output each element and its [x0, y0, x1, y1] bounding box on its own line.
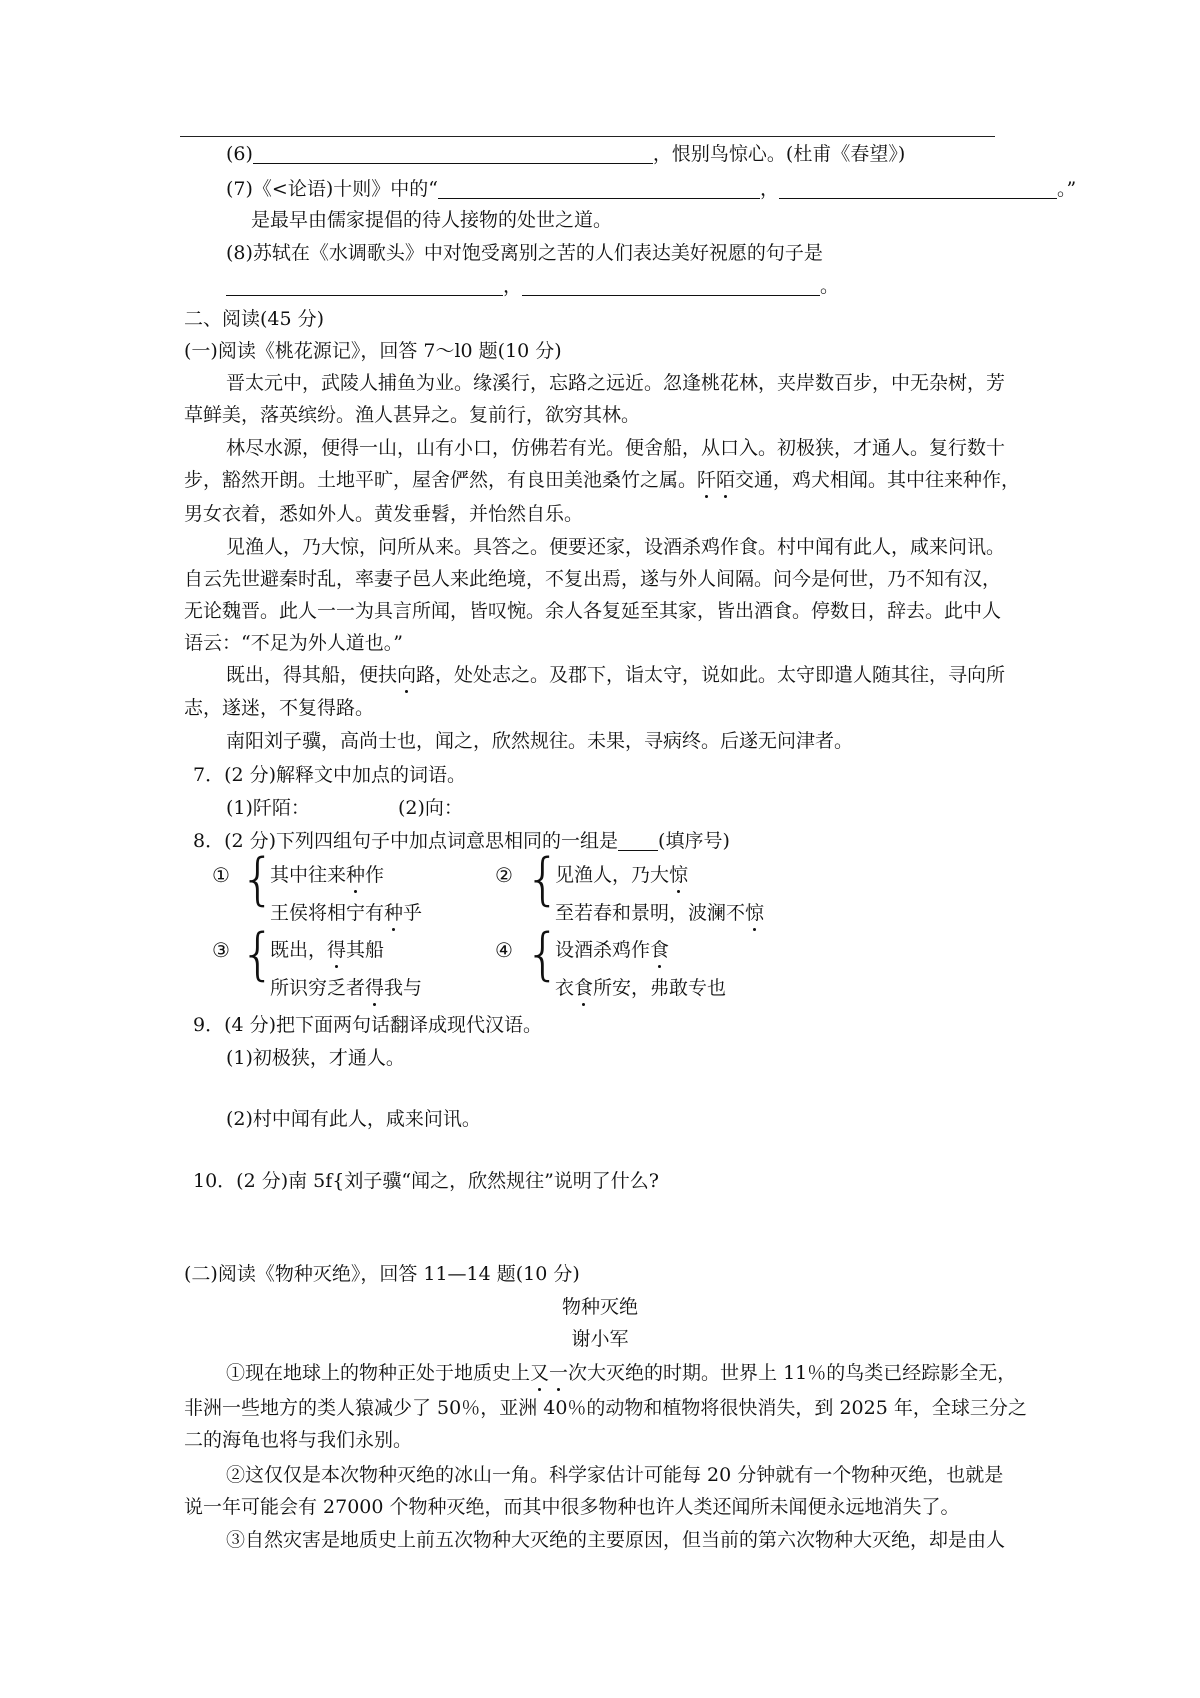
- option-text: 其船: [346, 939, 385, 961]
- question-9: 9．(4 分)把下面两句话翻译成现代汉语。: [193, 1014, 543, 1036]
- answer-blank[interactable]: [618, 830, 658, 851]
- option-text: 作: [365, 864, 385, 886]
- brace-icon: {: [240, 847, 276, 912]
- question-8-text: 8．(2 分)下列四组句子中加点词意思相同的一组是: [193, 830, 619, 852]
- question-10: 10．(2 分)南 5f{刘子骥“闻之，欣然规往”说明了什么?: [193, 1170, 659, 1192]
- passage-line: 晋太元中，武陵人捕鱼为业。缘溪行，忘路之远近。忽逢桃花林，夹岸数百步，中无杂树，芳: [226, 372, 1006, 394]
- part1-heading: (一)阅读《桃花源记》，回答 7～l0 题(10 分): [184, 340, 562, 362]
- dotted-word: 种: [384, 902, 404, 924]
- part2-heading: (二)阅读《物种灭绝》，回答 11—14 题(10 分): [184, 1263, 580, 1285]
- dotted-word: 又: [530, 1362, 550, 1384]
- option-line: [270, 862, 384, 888]
- question-9-part2: (2)村中闻有此人，咸来问讯。: [226, 1108, 481, 1130]
- question-8-tail: (填序号): [658, 830, 730, 852]
- option-text: 所安，弗敢专也: [593, 977, 727, 999]
- brace-icon: {: [525, 847, 561, 912]
- option-text: 既出，: [270, 939, 328, 961]
- option-line: [555, 975, 726, 1001]
- question-7-part1: (1)阡陌：: [226, 797, 310, 819]
- passage-text: 次大灭绝的时期。世界上 11％的鸟类已经踪影全无，: [568, 1362, 1017, 1384]
- option-text: 见渔人，乃大: [555, 864, 670, 886]
- passage-line: 说一年可能会有 27000 个物种灭绝，而其中很多物种也许人类还闻所未闻便永远地消失了。: [184, 1496, 960, 1518]
- passage-line: 草鲜美，落英缤纷。渔人甚异之。复前行，欲穷其林。: [184, 404, 641, 426]
- option-line: [270, 975, 422, 1001]
- passage-line: 男女衣着，悉如外人。黄发垂髫，并怡然自乐。: [184, 503, 584, 525]
- passage-text: ①现在地球上的物种正处于地质史上: [226, 1362, 531, 1384]
- option-line: [555, 900, 764, 926]
- passage-line: [184, 467, 1020, 493]
- passage-text: 交通，鸡犬相闻。其中往来种作，: [735, 469, 1021, 491]
- passage-line: 林尽水源，便得一山，山有小口，仿佛若有光。便舍船，从口入。初极狭，才通人。复行数十: [226, 437, 1006, 459]
- question-7: 7．(2 分)解释文中加点的词语。: [193, 764, 467, 786]
- passage-line: ③自然灾害是地质史上前五次物种大灭绝的主要原因，但当前的第六次物种大灭绝，却是由人: [226, 1529, 1006, 1551]
- option-number: ②: [495, 863, 513, 887]
- answer-blank[interactable]: [253, 143, 653, 164]
- option-text: 其中往来: [270, 864, 347, 886]
- answer-blank[interactable]: [438, 178, 760, 199]
- passage-line: 志，遂迷，不复得路。: [184, 697, 375, 719]
- brace-icon: {: [240, 922, 276, 987]
- article-title: 物种灭绝: [561, 1296, 638, 1318]
- fill-q7-mid: ，: [759, 178, 779, 200]
- passage-line: 无论魏晋。此人一一为具言所闻，皆叹惋。余人各复延至其家，皆出酒食。停数日，辞去。此中人: [184, 600, 1002, 622]
- fill-q8-answer: [226, 273, 839, 299]
- passage-line: 南阳刘子骥，高尚士也，闻之，欣然规往。未果，寻病终。后遂无问津者。: [226, 730, 854, 752]
- dotted-word: 阡: [697, 469, 717, 491]
- passage-line: 语云：“不足为外人道也。”: [184, 632, 403, 654]
- option-line: [555, 937, 669, 963]
- option-number: ①: [212, 863, 230, 887]
- fill-q8-mid: ，: [503, 275, 523, 297]
- dotted-word: 得: [327, 939, 347, 961]
- article-author: 谢小军: [571, 1328, 629, 1350]
- option-number: ④: [495, 938, 513, 962]
- option-line: [555, 862, 688, 888]
- fill-q7-end: 。”: [1056, 178, 1077, 200]
- option-text: 王侯将相宁有: [270, 902, 385, 924]
- passage-text: 路，处处志之。及郡下，诣太守，说如此。太守即遣人随其往，寻向所: [416, 664, 1006, 686]
- brace-icon: {: [525, 922, 561, 987]
- dotted-word: 得: [365, 977, 385, 999]
- dotted-word: 食: [574, 977, 594, 999]
- option-number: ③: [212, 938, 230, 962]
- fill-q7-prefix: (7)《<论语)十则》中的“: [226, 178, 438, 200]
- fill-q7: [226, 176, 1076, 202]
- passage-line: 自云先世避秦时乱，率妻子邑人来此绝境，不复出焉，遂与外人间隔。问今是何世，乃不知有汉，: [184, 568, 1002, 590]
- fill-q8-end: 。: [820, 275, 840, 297]
- answer-blank[interactable]: [779, 178, 1057, 199]
- option-text: 我与: [384, 977, 423, 999]
- option-text: 至若春和景明，波澜不: [555, 902, 746, 924]
- option-text: 设酒杀鸡作: [555, 939, 651, 961]
- dotted-word: 种: [346, 864, 366, 886]
- fill-q7-line2: 是最早由儒家提倡的待人接物的处世之道。: [251, 209, 613, 231]
- passage-line: 见渔人，乃大惊，问所从来。具答之。便要还家，设酒杀鸡作食。村中闻有此人，咸来问讯。: [226, 536, 1006, 558]
- passage-text: 既出，得其船，便扶: [226, 664, 398, 686]
- answer-blank[interactable]: [226, 275, 503, 296]
- passage-line: 非洲一些地方的类人猿减少了 50％，亚洲 40％的动物和植物将很快消失，到 2025 年，全球三分之: [184, 1397, 1027, 1419]
- option-text: 所识穷乏者: [270, 977, 366, 999]
- option-text: 乎: [403, 902, 423, 924]
- dotted-word: 惊: [669, 864, 689, 886]
- dotted-word: 一: [549, 1362, 569, 1384]
- section-heading: 二、阅读(45 分): [184, 308, 325, 330]
- passage-line: 二的海龟也将与我们永别。: [184, 1429, 413, 1451]
- question-9-part1: (1)初极狭，才通人。: [226, 1047, 405, 1069]
- question-7-part2: (2)向：: [398, 797, 463, 819]
- answer-blank[interactable]: [522, 275, 820, 296]
- passage-line: [226, 1360, 1016, 1386]
- fill-q6-prefix: (6): [226, 143, 253, 165]
- fill-q6-suffix: ，恨别鸟惊心。(杜甫《春望》): [652, 143, 906, 165]
- dotted-word: 向: [397, 664, 417, 686]
- option-line: [270, 900, 422, 926]
- passage-line: [226, 662, 1005, 688]
- passage-line: ②这仅仅是本次物种灭绝的冰山一角。科学家估计可能每 20 分钟就有一个物种灭绝，也就是: [226, 1464, 1004, 1486]
- header-rule: [180, 136, 995, 137]
- option-line: [270, 937, 384, 963]
- option-text: 衣: [555, 977, 575, 999]
- dotted-word: 陌: [716, 469, 736, 491]
- fill-q8: (8)苏轼在《水调歌头》中对饱受离别之苦的人们表达美好祝愿的句子是: [226, 242, 823, 264]
- dotted-word: 食: [650, 939, 670, 961]
- dotted-word: 惊: [745, 902, 765, 924]
- passage-text: 步，豁然开朗。土地平旷，屋舍俨然，有良田美池桑竹之属。: [184, 469, 698, 491]
- fill-q6: [226, 141, 905, 167]
